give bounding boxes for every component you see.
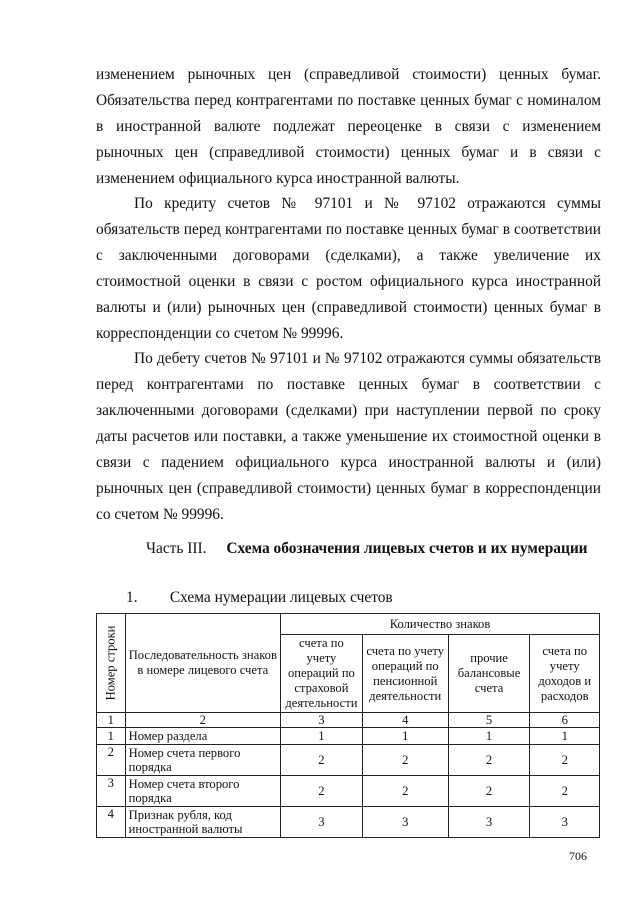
table-header-row <box>97 614 600 635</box>
column-number: 3 <box>281 713 363 728</box>
row-value: 1 <box>530 728 600 745</box>
section-heading <box>126 589 393 607</box>
row-number: 1 <box>97 728 126 745</box>
column-header-other: прочие балансовые счета <box>448 635 530 713</box>
row-number: 2 <box>97 745 126 776</box>
section-title: Схема нумерации лицевых счетов <box>169 589 393 606</box>
row-value: 2 <box>448 745 530 776</box>
column-header-income-expense: счета по учету доходов и расходов <box>530 635 600 713</box>
row-value: 2 <box>281 745 363 776</box>
paragraph-3: По дебету счетов № 97101 и № 97102 отражаются суммы обязательств перед контрагентами по поставке ценных бумаг в соответствии с заключенными договорами (сделками) при наступлении первой по сроку даты расчетов или поставки, а также уменьшение их стоимостной оценки в связи с падением официального курса иностранной валюты и (или) рыночных цен (справедливой стоимости) ценных бумаг в корреспонденции со счетом № 99996. <box>96 350 601 523</box>
table-row <box>97 807 600 838</box>
section-number: 1. <box>126 589 138 606</box>
column-number: 1 <box>97 713 126 728</box>
row-number: 3 <box>97 776 126 807</box>
column-number-row <box>97 713 600 728</box>
sequence-header: Последовательность знаков в номере лицевого счета <box>125 614 280 713</box>
column-header-insurance: счета по учету операций по страховой деятельности <box>281 635 363 713</box>
row-value: 2 <box>281 776 363 807</box>
table-row <box>97 728 600 745</box>
row-value: 3 <box>448 807 530 838</box>
row-value: 2 <box>448 776 530 807</box>
row-label: Номер раздела <box>125 728 280 745</box>
paragraph-2: По кредиту счетов № 97101 и № 97102 отражаются суммы обязательств перед контрагентами по поставке ценных бумаг в соответствии с заключенными договорами (сделками), а также увеличение их стоимостной оценки в связи с ростом официального курса иностранной валюты и (или) рыночных цен (справедливой стоимости) ценных бумаг в корреспонденции со счетом № 99996. <box>96 195 601 342</box>
page-number: 706 <box>569 849 587 863</box>
row-number-header: Номер строки <box>103 625 118 701</box>
column-number: 4 <box>362 713 448 728</box>
paragraph-1: изменением рыночных цен (справедливой стоимости) ценных бумаг. Обязательства перед контрагентами по поставке ценных бумаг с номиналом в иностранной валюте подлежат переоценке в связи с изменением рыночных цен (справедливой стоимости) ценных бумаг и в связи с изменением официального курса иностранной валюты. <box>96 66 601 187</box>
table-row <box>97 745 600 776</box>
row-value: 3 <box>362 807 448 838</box>
row-number: 4 <box>97 807 126 838</box>
row-number-header-cell <box>97 614 126 713</box>
part-title: Схема обозначения лицевых счетов и их нумерации <box>226 540 588 557</box>
part-number: Часть III. <box>146 540 207 557</box>
part-heading <box>146 540 588 558</box>
row-value: 3 <box>281 807 363 838</box>
row-value: 1 <box>362 728 448 745</box>
row-value: 2 <box>530 776 600 807</box>
row-value: 3 <box>530 807 600 838</box>
row-label: Номер счета второго порядка <box>125 776 280 807</box>
row-value: 2 <box>530 745 600 776</box>
row-value: 2 <box>362 776 448 807</box>
table-row <box>97 776 600 807</box>
row-value: 1 <box>448 728 530 745</box>
account-numbering-table <box>96 613 600 838</box>
count-header: Количество знаков <box>281 614 600 635</box>
row-label: Признак рубля, код иностранной валюты <box>125 807 280 838</box>
column-header-pension: счета по учету операций по пенсионной деятельности <box>362 635 448 713</box>
row-value: 2 <box>362 745 448 776</box>
column-number: 6 <box>530 713 600 728</box>
row-value: 1 <box>281 728 363 745</box>
row-label: Номер счета первого порядка <box>125 745 280 776</box>
column-number: 5 <box>448 713 530 728</box>
column-number: 2 <box>125 713 280 728</box>
